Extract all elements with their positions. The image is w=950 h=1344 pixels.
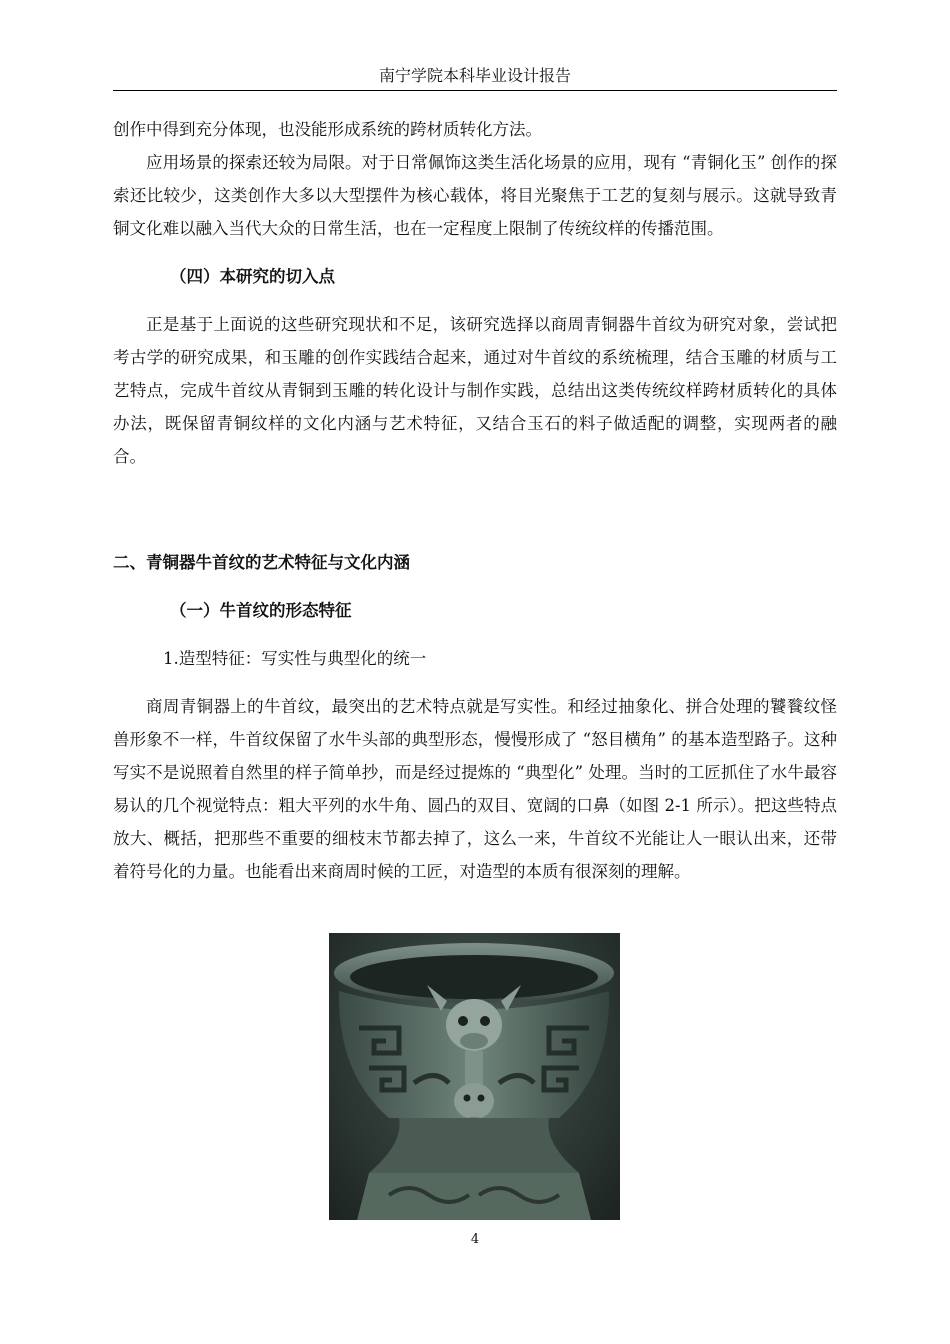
body-content <box>113 113 837 888</box>
paragraph: 应用场景的探索还较为局限。对于日常佩饰这类生活化场景的应用，现有 “青铜化玉” 创作的探索还比较少，这类创作大多以大型摆件为核心载体，将目光聚焦于工艺的复刻与展示。这就导致青铜文化难以融入当代大众的日常生活，也在一定程度上限制了传统纹样的传播范围。 <box>113 153 837 238</box>
bronze-vessel-photo <box>329 933 620 1220</box>
paragraph: 正是基于上面说的这些研究现状和不足，该研究选择以商周青铜器牛首纹为研究对象，尝试把考古学的研究成果，和玉雕的创作实践结合起来，通过对牛首纹的系统梳理，结合玉雕的材质与工艺特点，完成牛首纹从青铜到玉雕的转化设计与制作实践，总结出这类传统纹样跨材质转化的具体办法，既保留青铜纹样的文化内涵与艺术特征，又结合玉石的料子做适配的调整，实现两者的融合。 <box>113 315 837 466</box>
running-header: 南宁学院本科毕业设计报告 <box>378 66 571 85</box>
bronze-vessel-illustration <box>329 933 620 1220</box>
subsection-heading: 1.造型特征：写实性与典型化的统一 <box>163 649 427 668</box>
section-heading: （一）牛首纹的形态特征 <box>170 601 352 620</box>
page-number: 4 <box>470 1232 480 1247</box>
paragraph: 创作中得到充分体现，也没能形成系统的跨材质转化方法。 <box>113 120 542 139</box>
chapter-heading: 二、青铜器牛首纹的艺术特征与文化内涵 <box>113 553 410 572</box>
paragraph: 商周青铜器上的牛首纹，最突出的艺术特点就是写实性。和经过抽象化、拼合处理的饕餮纹怪兽形象不一样，牛首纹保留了水牛头部的典型形态，慢慢形成了 “怒目横角” 的基本造型路子。这种写实不是说照着自然里的样子简单抄，而是经过提炼的 “典型化” 处理。当时的工匠抓住了水牛最容易认的几个视觉特点：粗大平列的水牛角、圆凸的双目、宽阔的口鼻（如图 2-1 所示）。把这些特点放大、概括，把那些不重要的细枝末节都去掉了，这么一来，牛首纹不光能让人一眼认出来，还带着符号化的力量。也能看出来商周时候的工匠，对造型的本质有很深刻的理解。 <box>113 697 837 881</box>
section-heading: （四）本研究的切入点 <box>170 267 335 286</box>
header-rule <box>113 90 837 91</box>
